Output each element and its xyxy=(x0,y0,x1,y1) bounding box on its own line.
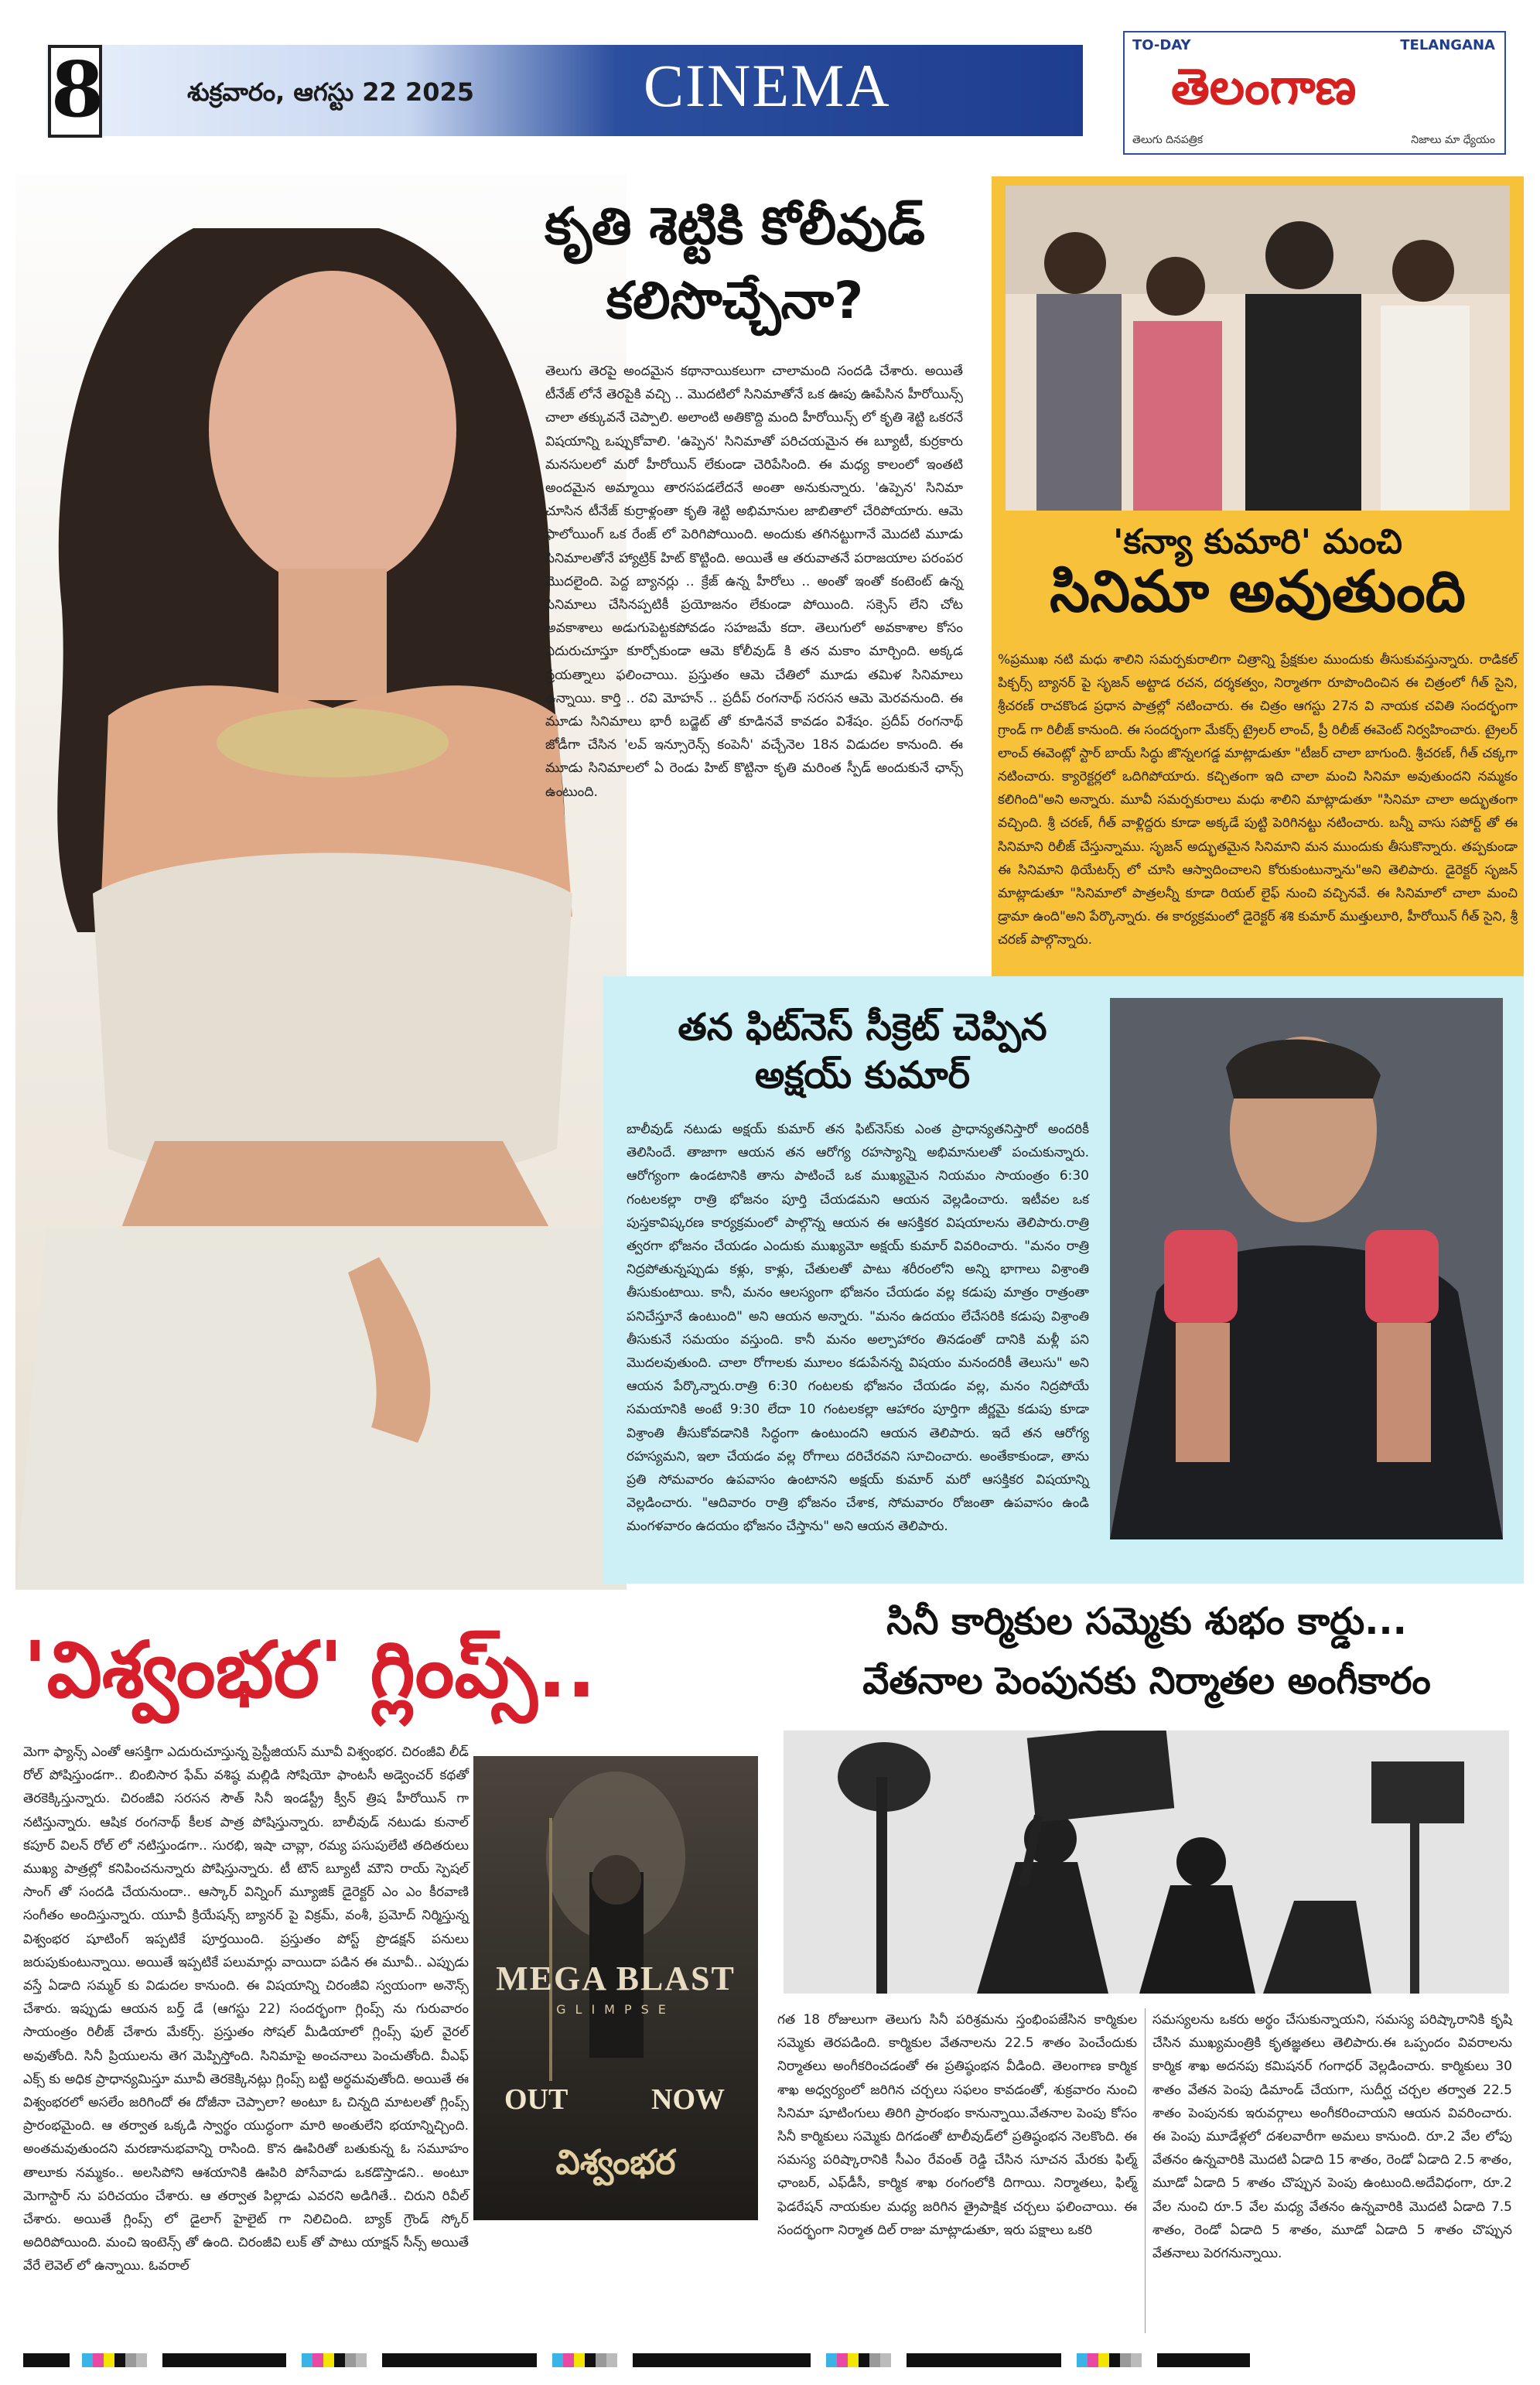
page-number: 8 xyxy=(48,45,102,138)
akshay-article-body: బాలీవుడ్ నటుడు అక్షయ్ కుమార్ తన ఫిట్‌నెస్‌కు ఎంత ప్రాధాన్యతనిస్తారో అందరికీ తెలిసిందే. తాజాగా ఆయన తన ఆరోగ్య రహస్యాన్ని అభిమానులతో పంచుకున్నారు. ఆరోగ్యంగా ఉండటానికి తాను పాటించే ఒక ముఖ్యమైన నియమం సాయంత్రం 6:30 గంటలకల్లా రాత్రి భోజనం పూర్తి చేయడమని ఆయన వెల్లడించారు. ఇటీవల ఒక పుస్తకావిష్కరణ కార్యక్రమంలో పాల్గొన్న ఆయన ఈ ఆసక్తికర విషయాలను తెలిపారు.రాత్రి త్వరగా భోజనం చేయడం ఎందుకు ముఖ్యమో అక్షయ్ కుమార్ వివరించారు. "మనం రాత్రి నిద్రపోతున్నప్పుడు కళ్లు, కాళ్లు, చేతులతో పాటు శరీరంలోని అన్ని భాగాలు విశ్రాంతి తీసుకుంటాయి. కానీ, మనం ఆలస్యంగా భోజనం చేయడం వల్ల కడుపు మాత్రం రాత్రంతా పనిచేస్తూనే ఉంటుంది" అని ఆయన అన్నారు. "మనం ఉదయం లేచేసరికి కడుపు విశ్రాంతి తీసుకునే సమయం వస్తుంది. కానీ మనం అల్పాహారం తినడంతో దానికి మళ్లీ పని మొదలవుతుంది. చాలా రోగాలకు మూలం కడుపేనన్న విషయం మనందరికీ తెలుసు" అని ఆయన పేర్కొన్నారు.రాత్రి 6:30 గంటలకు భోజనం చేయడం వల్ల, మనం నిద్రపోయే సమయానికి అంటే 9:30 లేదా 10 గంటలకల్లా ఆహారం పూర్తిగా జీర్ణమై కడుపు కూడా విశ్రాంతి తీసుకోవడానికి సిద్ధంగా ఉంటుందని ఆయన తెలిపారు. ఇదే తన ఆరోగ్య రహస్యమని, ఇలా చేయడం వల్ల రోగాలు దరిచేరవని సూచించారు. అంతేకాకుండా, తాను ప్రతి సోమవారం ఉపవాసం ఉంటానని అక్షయ్ కుమార్ మరో ఆసక్తికర విషయాన్ని వెల్లడించారు. "ఆదివారం రాత్రి భోజనం చేశాక, సోమవారం రోజంతా ఉపవాసం ఉండి మంగళవారం ఉదయం భోజనం చేస్తాను" అని ఆయన తెలిపారు. xyxy=(627,1122,1089,1535)
akshay-headline-line2: అక్షయ్ కుమార్ xyxy=(754,1054,971,1097)
poster-out: OUT xyxy=(504,2083,569,2116)
logo-subtitle-right: నిజాలు మా ధ్యేయం xyxy=(1411,134,1495,146)
issue-date: శుక్రవారం, ఆగస్టు 22 2025 xyxy=(187,77,475,107)
akshay-headline-line1: తన ఫిట్‌నెస్ సీక్రెట్ చెప్పిన xyxy=(678,1006,1047,1049)
logo-telangana: TELANGANA xyxy=(1400,37,1495,53)
cine-workers-headline-line1: సినీ కార్మికుల సమ్మెకు శుభం కార్డు... xyxy=(886,1600,1407,1643)
akshay-kumar-photo xyxy=(1110,998,1503,1539)
vishwambhara-article-body: మెగా ఫ్యాన్స్ ఎంతో ఆసక్తిగా ఎదురుచూస్తున్న ప్రెస్టీజియస్ మూవీ విశ్వంభర. చిరంజీవి లీడ్ రోల్ పోషిస్తుండగా.. బింబిసార ఫేమ్ వశిష్ఠ మల్లిడి సోషియో ఫాంటసీ అడ్వెంచర్ కథతో తెరకెక్కిస్తున్నారు. చిరంజీవి సరసన సౌత్ సినీ ఇండస్ట్రీ క్వీన్ త్రిష హీరోయిన్ గా నటిస్తున్నారు. ఆషిక రంగనాథ్ కీలక పాత్ర పోషిస్తున్నారు. బాలీవుడ్ నటుడు కునాల్ కపూర్ విలన్ రోల్ లో నటిస్తుండగా.. సురభి, ఇషా చావ్లా, రమ్య పసుపులేటి తదితరులు ముఖ్య పాత్రల్లో కనిపించనున్నారు పోషిస్తున్నారు. టీ టౌన్ బ్యూటీ మౌని రాయ్ స్పెషల్ సాంగ్ తో సందడి చేయనుందా.. ఆస్కార్ విన్నింగ్ మ్యూజిక్ డైరెక్టర్ ఎం ఎం కీరవాణి సంగీతం అందిస్తున్నారు. యూవీ క్రియేషన్స్ బ్యానర్ పై విక్రమ్, వంశీ, ప్రమోద్ నిర్మిస్తున్న విశ్వంభర షూటింగ్ ఇప్పటికే పూర్తయింది. ప్రస్తుతం పోస్ట్ ప్రొడక్షన్ పనులు జరుపుకుంటున్నాయి. అయితే ఇప్పటికే పలుమార్లు వాయిదా పడిన ఈ మూవీ.. ఎప్పుడు వస్తే ఏడాది సమ్మర్ కు విడుదల కానుంది. ఈ విషయాన్ని చిరంజీవి స్వయంగా అనౌన్స్ చేశారు. ఇప్పుడు ఆయన బర్త్ డే (ఆగస్టు 22) సందర్భంగా గ్లింప్స్ ను గురువారం సాయంత్రం రిలీజ్ చేశారు మేకర్స్. ప్రస్తుతం సోషల్ మీడియాలో గ్లింప్స్ ఫుల్ వైరల్ అవుతోంది. సినీ ప్రియులను తెగ మెప్పిస్తోంది. సినిమాపై అంచనాలు పెంచుతోంది. వీఎఫ్ ఎక్స్ కు అధిక ప్రాధాన్యమిస్తూ మూవీ తెరకెక్కినట్లు గ్లింప్స్ బట్టి అర్థమవుతోంది. అయితే ఈ విశ్వంభరలో అసలేం జరిగిందో ఈ దోజీనా చెప్పాలా? అంటూ ఓ చిన్నది మాటలతో గ్లింప్స్ ప్రారంభమైంది. ఆ తర్వాత ఒక్కడి స్వార్థం యుద్ధంగా మారి అంతులేని భయాన్నిచ్చింది. అంతమవుతుందని మరణానుభవాన్ని రాసింది. కొన ఊపిరితో బతుకున్న ఓ సమూహం తాలూకు నమ్మకం.. అలసిపోని ఆశయానికి ఊపిరి పోసేవాడు ఒకడొస్తాడని.. అంటూ మెగాస్టార్ ను పరిచయం చేశారు. ఆ తర్వాత పిల్లాడు ఎవరని అడిగితే.. చిరుని రివీల్ చేశారు. అయితే గ్లింప్స్ లో డైలాగ్ హైలైట్ గా నిలిచింది. బ్యాక్ గ్రౌండ్ స్కోర్ అదిరిపోయింది. మంచి ఇంటెన్స్ తో ఉంది. చిరంజీవి లుక్ తో పాటు యాక్షన్ సీన్స్ అయితే వేరే లెవెల్ లో ఉన్నాయి. ఓవరాల్ xyxy=(23,1744,469,2274)
cine-workers-headline-line2: వేతనాల పెంపునకు నిర్మాతల అంగీకారం xyxy=(862,1659,1431,1703)
section-title: CINEMA xyxy=(644,52,891,119)
poster-subtitle: GLIMPSE xyxy=(556,2002,675,2017)
poster-now: NOW xyxy=(651,2083,725,2116)
kanya-kumari-headline-line1: 'కన్యా కుమారి' మంచి xyxy=(1113,522,1402,562)
vishwambhara-poster xyxy=(473,1756,758,2220)
kanya-kumari-article-body: %ప్రముఖ నటి మధు శాలిని సమర్పకురాలిగా చిత్రాన్ని ప్రేక్షకుల ముందుకు తీసుకువస్తున్నారు. రాడికల్ పిక్చర్స్ బ్యానర్ పై సృజన్ అట్టాడ రచన, దర్శకత్వం, నిర్మాతగా రూపొందించిన ఈ చిత్రంలో గీత్ సైని, శ్రీచరణ్ రాచకొండ ప్రధాన పాత్రల్లో నటించారు. ఈ చిత్రం ఆగస్టు 27న వి నాయక చవితి సందర్భంగా గ్రాండ్ గా రిలీజ్ కానుంది. ఈ సందర్భంగా మేకర్స్ ట్రైలర్ లాంచ్, ప్రీ రిలీజ్ ఈవెంట్ నిర్వహించారు. ట్రైలర్ లాంచ్ ఈవెంట్లో స్టార్ బాయ్ సిద్ధు జొన్నలగడ్డ మాట్లాడుతూ "టీజర్ చాలా బాగుంది. శ్రీచరణ్, గీత్ చక్కగా నటించారు. క్యారెక్టర్లలో ఒదిగిపోయారు. కచ్చితంగా ఇది చాలా మంచి సినిమా అవుతుందని నమ్మకం కలిగింది"అని అన్నారు. మూవీ సమర్పకురాలు మధు శాలిని మాట్లాడుతూ "సినిమా చాలా అద్భుతంగా వచ్చింది. శ్రీ చరణ్, గీత్ వాళ్లిద్దరు కూడా అక్కడే పుట్టి పెరిగినట్టు నటించారు. బన్నీ వాసు సపోర్ట్ తో ఈ సినిమాని రిలీజ్ చేస్తున్నాము. సృజన్ అద్భుతమైన సినిమాని మన ముందుకు తీసుకొన్నారు. తప్పకుండా ఈ సినిమాని థియేటర్స్ లో చూసి ఆస్వాదించాలని కోరుకుంటున్నాను"అని తెలిపారు. డైరెక్టర్ సృజన్ మాట్లాడుతూ "సినిమాలో పాత్రలన్నీ కూడా రియల్ లైఫ్ నుంచి వచ్చినవే. ఈ సినిమాలో చాలా మంచి డ్రామా ఉంది"అని పేర్కొన్నారు. ఈ కార్యక్రమంలో డైరెక్టర్ శశి కుమార్ ముత్తులూరి, హీరోయిన్ గీత్ సైని, శ్రీ చరణ్ పాల్గొన్నారు. xyxy=(998,652,1518,948)
newspaper-logo xyxy=(1123,31,1506,155)
cine-workers-silhouette-photo xyxy=(784,1731,1509,1994)
krithi-headline-line1: కృతి శెట్టికి కోలీవుడ్ xyxy=(545,196,925,256)
poster-telugu-title: విశ్వంభర xyxy=(555,2143,676,2182)
cine-workers-article-col1: గత 18 రోజులుగా తెలుగు సినీ పరిశ్రమను స్తంభింపజేసిన కార్మికుల సమ్మెకు తెరపడింది. కార్మికుల వేతనాలను 22.5 శాతం పెంచేందుకు నిర్మాతలు అంగీకరించడంతో ఈ ప్రతిష్ఠంభన వీడింది. తెలంగాణ కార్మిక శాఖ అధ్వర్యంలో జరిగిన చర్చలు సఫలం కావడంతో, శుక్రవారం నుంచి సినిమా షూటింగులు తిరిగి ప్రారంభం కానున్నాయి.వేతనాల పెంపు కోసం సినీ కార్మికులు సమ్మెకు దిగడంతో టాలీవుడ్‌లో ప్రతిష్ఠంభన నెలకొంది. ఈ సమస్య పరిష్కారానికి సీఎం రేవంత్ రెడ్డి చేసిన సూచన మేరకు ఫిల్మ్ ఛాంబర్, ఎఫ్‌డీసీ, కార్మిక శాఖ రంగంలోకి దిగాయి. నిర్మాతలు, ఫిల్మ్ ఫెడరేషన్ నాయకుల మధ్య జరిగిన త్రైపాక్షిక చర్చలు ఫలించాయి. ఈ సందర్భంగా నిర్మాత దిల్ రాజు మాట్లాడుతూ, ఇరు పక్షాలు ఒకరి xyxy=(777,2012,1137,2238)
logo-name: తెలంగాణ xyxy=(1171,59,1357,116)
kanya-kumari-team-photo xyxy=(1006,186,1510,511)
print-registration-bar xyxy=(0,2352,1540,2369)
krithi-shetty-photo xyxy=(15,174,627,1590)
logo-today: TO-DAY xyxy=(1132,37,1191,53)
kanya-kumari-headline-line2: సినిమా అవుతుంది xyxy=(1050,559,1466,625)
cine-workers-article-col2: సమస్యలను ఒకరు అర్థం చేసుకున్నాయని, సమస్య పరిష్కారానికి కృషి చేసిన ముఖ్యమంత్రికి కృతజ్ఞతలు తెలిపారు.ఈ ఒప్పందం వివరాలను కార్మిక శాఖ అదనపు కమిషనర్ గంగాధర్ వెల్లడించారు. కార్మికులు 30 శాతం వేతన పెంపు డిమాండ్ చేయగా, సుదీర్ఘ చర్చల తర్వాత 22.5 శాతం పెంపునకు ఇరువర్గాలు అంగీకరించాయని ఆయన వివరించారు. ఈ పెంపు మూడేళ్లలో దశలవారీగా అమలు కానుంది. రూ.2 వేల లోపు వేతనం ఉన్నవారికి మొదటి ఏడాది 15 శాతం, రెండో ఏడాది 2.5 శాతం, మూడో ఏడాది 5 శాతం చొప్పున పెంపు ఉంటుంది.అదేవిధంగా, రూ.2 వేల నుంచి రూ.5 వేల మధ్య వేతనం ఉన్నవారికి మొదటి ఏడాది 7.5 శాతం, రెండో ఏడాది 5 శాతం, మూడో ఏడాది 5 శాతం చొప్పున వేతనాలు పెరగనున్నాయి. xyxy=(1152,2012,1512,2262)
poster-title: MEGA BLAST xyxy=(496,1960,736,1997)
vishwambhara-headline: 'విశ్వంభర' గ్లింప్స్.. xyxy=(23,1625,596,1715)
krithi-article-body: తెలుగు తెరపై అందమైన కథానాయికలుగా చాలామంది సందడి చేశారు. అయితే టీనేజ్ లోనే తెరపైకి వచ్చి .. మొదటిలో సినిమాతోనే ఒక ఊపు ఊపేసిన హీరోయిన్స్ చాలా తక్కువనే చెప్పాలి. అలాంటి అతికొద్ది మంది హీరోయిన్స్ లో కృతి శెట్టి ఒకరనే విషయాన్ని ఒప్పుకోవాలి. 'ఉప్పెన' సినిమాతో పరిచయమైన ఈ బ్యూటీ, కుర్రకారు మనసులలో మరో హీరోయిన్ లేకుండా చెరిపేసింది. ఈ మధ్య కాలంలో ఇంతటి అందమైన అమ్మాయి తారసపడలేదనే అంతా అనుకున్నారు. 'ఉప్పెన' సినిమా చూసిన టీనేజ్ కుర్రాళ్లంతా కృతి శెట్టి అభిమానుల జాబితాలో చేరిపోయారు. ఆమె ఫాలోయింగ్ ఒక రేంజ్ లో పెరిగిపోయింది. అందుకు తగినట్టుగానే మొదటి మూడు సినిమాలతోనే హ్యాట్రిక్ హిట్ కొట్టింది. అయితే ఆ తరువాతనే పరాజయాల పరంపర మొదలైంది. పెద్ద బ్యానర్లు .. క్రేజ్ ఉన్న హీరోలు .. అంతో ఇంతో కంటెంట్ ఉన్న సినిమాలు చేసినప్పటికీ ప్రయోజనం లేకుండా పోయింది. సక్సెస్ లేని చోట అవకాశాలు అడుగుపెట్టకపోవడం సహజమే కదా. తెలుగులో అవకాశాల కోసం ఎదురుచూస్తూ కూర్చోకుండా ఆమె కోలీవుడ్ కి తన మకాం మార్చింది. అక్కడ ప్రయత్నాలు ఫలించాయి. ప్రస్తుతం ఆమె చేతిలో మూడు తమిళ సినిమాలు ఉన్నాయి. కార్తి .. రవి మోహన్ .. ప్రదీప్ రంగనాథ్ సరసన ఆమె మెరవనుంది. ఈ మూడు సినిమాలు భారీ బడ్జెట్ తో కూడినవే కావడం విశేషం. ప్రదీప్ రంగనాథ్ జోడీగా చేసిన 'లవ్ ఇన్సూరెన్స్ కంపెనీ' వచ్చేనెల 18న విడుదల కానుంది. ఈ మూడు సినిమాలలో ఏ రెండు హిట్ కొట్టినా కృతి మరింత స్పీడ్ అందుకునే ఛాన్స్ ఉంటుంది. xyxy=(545,364,963,800)
logo-subtitle-left: తెలుగు దినపత్రిక xyxy=(1132,134,1204,146)
krithi-headline xyxy=(499,190,971,338)
column-divider xyxy=(1145,2008,1146,2333)
krithi-headline-line2: కలిసొచ్చేనా? xyxy=(606,271,864,330)
